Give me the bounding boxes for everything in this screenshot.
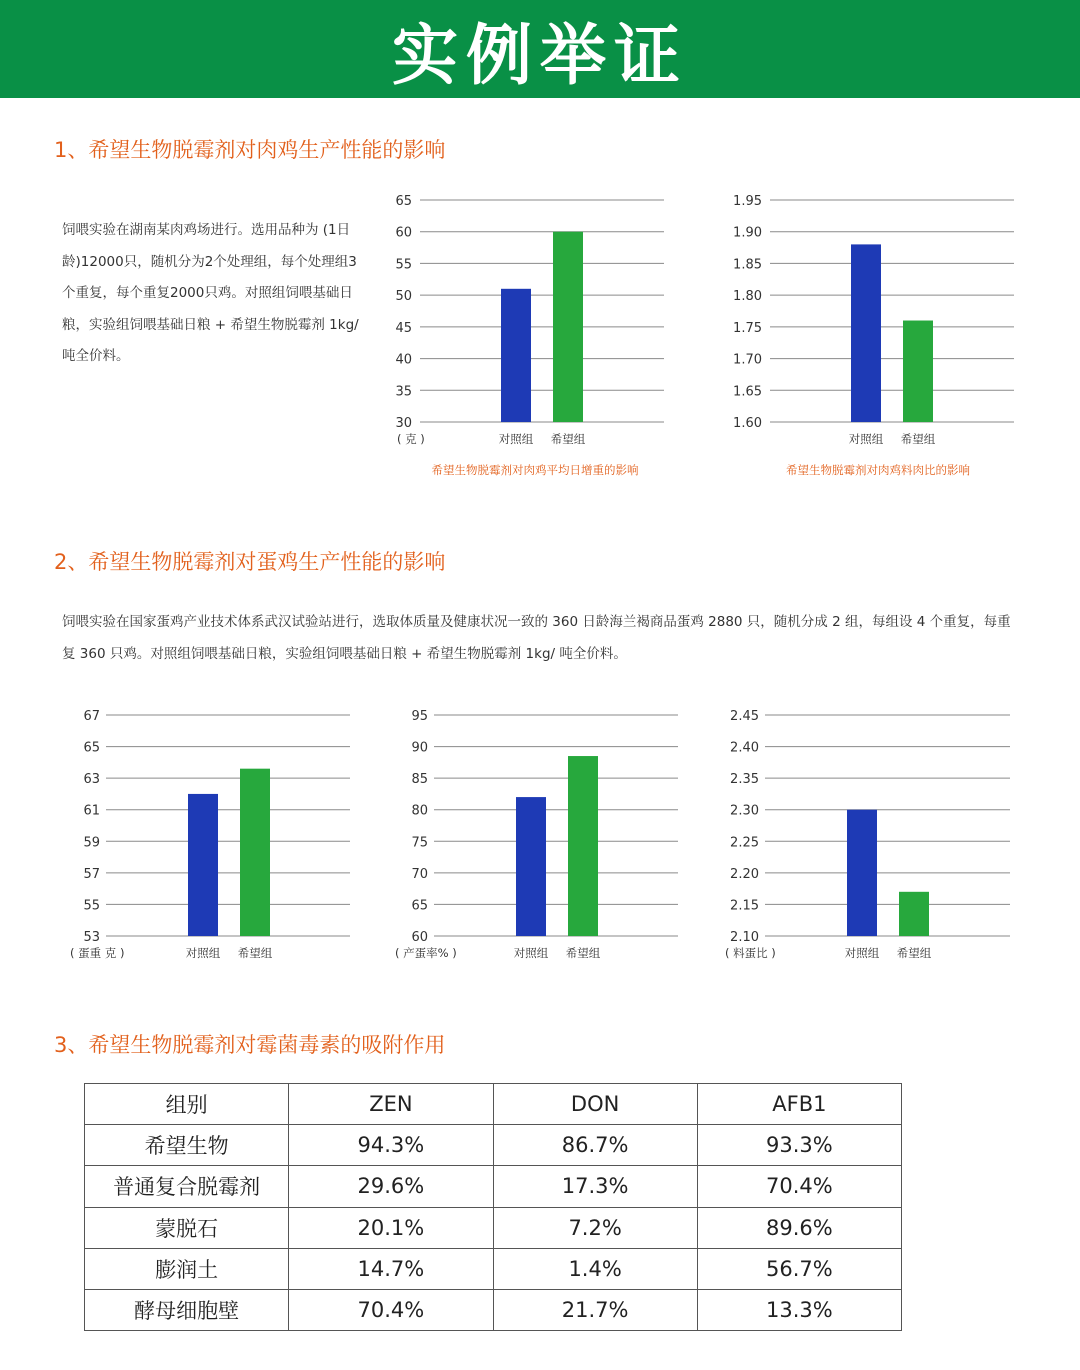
table-cell: 7.2%	[493, 1207, 697, 1248]
table-row	[85, 1248, 902, 1289]
table-row	[85, 1207, 902, 1248]
y-tick-label: 45	[395, 320, 412, 336]
table-row	[85, 1125, 902, 1166]
x-category-label: 对照组	[513, 946, 549, 960]
table-header-cell: DON	[493, 1084, 697, 1125]
y-tick-label: 2.35	[730, 772, 759, 788]
bar-hope	[899, 892, 929, 936]
table-cell: 13.3%	[697, 1289, 901, 1330]
y-unit-label: ( 产蛋率% )	[395, 946, 457, 960]
table-cell: 21.7%	[493, 1289, 697, 1330]
y-tick-label: 59	[83, 835, 100, 851]
x-category-label: 对照组	[185, 946, 221, 960]
y-tick-label: 65	[395, 194, 412, 209]
y-tick-label: 2.20	[730, 866, 759, 882]
y-tick-label: 63	[83, 772, 100, 788]
bar-hope	[553, 232, 583, 422]
table-cell: 29.6%	[289, 1166, 493, 1207]
y-tick-label: 1.60	[733, 416, 762, 431]
y-tick-label: 2.30	[730, 803, 759, 819]
y-unit-label: ( 料蛋比 )	[725, 946, 776, 960]
y-tick-label: 61	[83, 803, 100, 819]
y-tick-label: 2.25	[730, 835, 759, 851]
table-cell: 70.4%	[697, 1166, 901, 1207]
header-banner	[0, 0, 1080, 98]
mycotoxin-adsorption-table	[84, 1083, 902, 1331]
section-2-title: 2、希望生物脱霉剂对蛋鸡生产性能的影响	[54, 550, 446, 574]
x-category-label: 希望组	[565, 946, 601, 960]
table-cell: 56.7%	[697, 1248, 901, 1289]
table-header-cell: AFB1	[697, 1084, 901, 1125]
x-category-label: 对照组	[498, 432, 534, 446]
section-3-title: 3、希望生物脱霉剂对霉菌毒素的吸附作用	[54, 1033, 446, 1057]
banner-title: 实例举证	[392, 16, 688, 94]
y-tick-label: 1.70	[733, 352, 762, 368]
y-tick-label: 90	[411, 740, 428, 756]
bar-hope	[568, 756, 598, 936]
table-header-row	[85, 1084, 902, 1125]
bar-hope	[240, 769, 270, 936]
table-cell: 94.3%	[289, 1125, 493, 1166]
y-tick-label: 1.75	[733, 320, 762, 336]
y-tick-label: 80	[411, 803, 428, 819]
bar-control	[851, 244, 881, 422]
y-tick-label: 2.10	[730, 930, 759, 945]
y-unit-label: ( 克 )	[397, 432, 425, 446]
y-tick-label: 65	[83, 740, 100, 756]
y-tick-label: 40	[395, 352, 412, 368]
table-cell: 86.7%	[493, 1125, 697, 1166]
bar-hope	[903, 321, 933, 422]
x-category-label: 希望组	[900, 432, 936, 446]
table-cell: 普通复合脱霉剂	[85, 1166, 289, 1207]
chart-caption: 希望生物脱霉剂对肉鸡料肉比的影响	[786, 463, 970, 477]
table-cell: 膨润土	[85, 1248, 289, 1289]
y-tick-label: 1.80	[733, 289, 762, 305]
table-cell: 1.4%	[493, 1248, 697, 1289]
x-category-label: 希望组	[550, 432, 586, 446]
chart-caption: 希望生物脱霉剂对肉鸡平均日增重的影响	[431, 463, 639, 477]
y-tick-label: 1.90	[733, 225, 762, 241]
y-tick-label: 55	[83, 898, 100, 914]
y-tick-label: 2.40	[730, 740, 759, 756]
x-category-label: 希望组	[237, 946, 273, 960]
table-header-cell: ZEN	[289, 1084, 493, 1125]
y-tick-label: 65	[411, 898, 428, 914]
y-tick-label: 35	[395, 384, 412, 400]
y-tick-label: 1.85	[733, 257, 762, 273]
table-cell: 17.3%	[493, 1166, 697, 1207]
y-tick-label: 30	[395, 416, 412, 431]
y-unit-label: ( 蛋重 克 )	[70, 946, 125, 960]
bar-control	[188, 794, 218, 936]
table-cell: 89.6%	[697, 1207, 901, 1248]
y-tick-label: 75	[411, 835, 428, 851]
bar-control	[516, 797, 546, 936]
bar-control	[847, 810, 877, 936]
y-tick-label: 95	[411, 709, 428, 724]
adsorption-table-container	[84, 1083, 902, 1331]
y-tick-label: 53	[83, 930, 100, 945]
section-1-description: 饲喂实验在湖南某肉鸡场进行。选用品种为 (1日龄)12000只，随机分为2个处理组，每个处理组3个重复，每个重复2000只鸡。对照组饲喂基础日粮，实验组饲喂基础日粮 + 希望生物脱霉剂 1kg/吨全价料。	[62, 222, 359, 365]
y-tick-label: 67	[83, 709, 100, 724]
y-tick-label: 1.65	[733, 384, 762, 400]
y-tick-label: 85	[411, 772, 428, 788]
x-category-label: 对照组	[848, 432, 884, 446]
table-cell: 希望生物	[85, 1125, 289, 1166]
y-tick-label: 55	[395, 257, 412, 273]
section-2-description: 饲喂实验在国家蛋鸡产业技术体系武汉试验站进行，选取体质量及健康状况一致的 360 日龄海兰褐商品蛋鸡 2880 只，随机分成 2 组，每组设 4 个重复，每重复 360 只鸡。对照组饲喂基础日粮，实验组饲喂基础日粮 + 希望生物脱霉剂 1kg/ 吨全价料。	[62, 614, 1011, 662]
y-tick-label: 60	[395, 225, 412, 241]
y-tick-label: 2.15	[730, 898, 759, 914]
table-row	[85, 1289, 902, 1330]
x-category-label: 对照组	[844, 946, 880, 960]
table-cell: 蒙脱石	[85, 1207, 289, 1248]
y-tick-label: 57	[83, 866, 100, 882]
table-cell: 酵母细胞壁	[85, 1289, 289, 1330]
bar-control	[501, 289, 531, 422]
y-tick-label: 2.45	[730, 709, 759, 724]
x-category-label: 希望组	[896, 946, 932, 960]
y-tick-label: 60	[411, 930, 428, 945]
table-cell: 93.3%	[697, 1125, 901, 1166]
table-cell: 20.1%	[289, 1207, 493, 1248]
y-tick-label: 50	[395, 289, 412, 305]
y-tick-label: 1.95	[733, 194, 762, 209]
section-1-title: 1、希望生物脱霉剂对肉鸡生产性能的影响	[54, 138, 446, 162]
table-row	[85, 1166, 902, 1207]
y-tick-label: 70	[411, 866, 428, 882]
table-header-cell: 组别	[85, 1084, 289, 1125]
table-cell: 70.4%	[289, 1289, 493, 1330]
table-cell: 14.7%	[289, 1248, 493, 1289]
